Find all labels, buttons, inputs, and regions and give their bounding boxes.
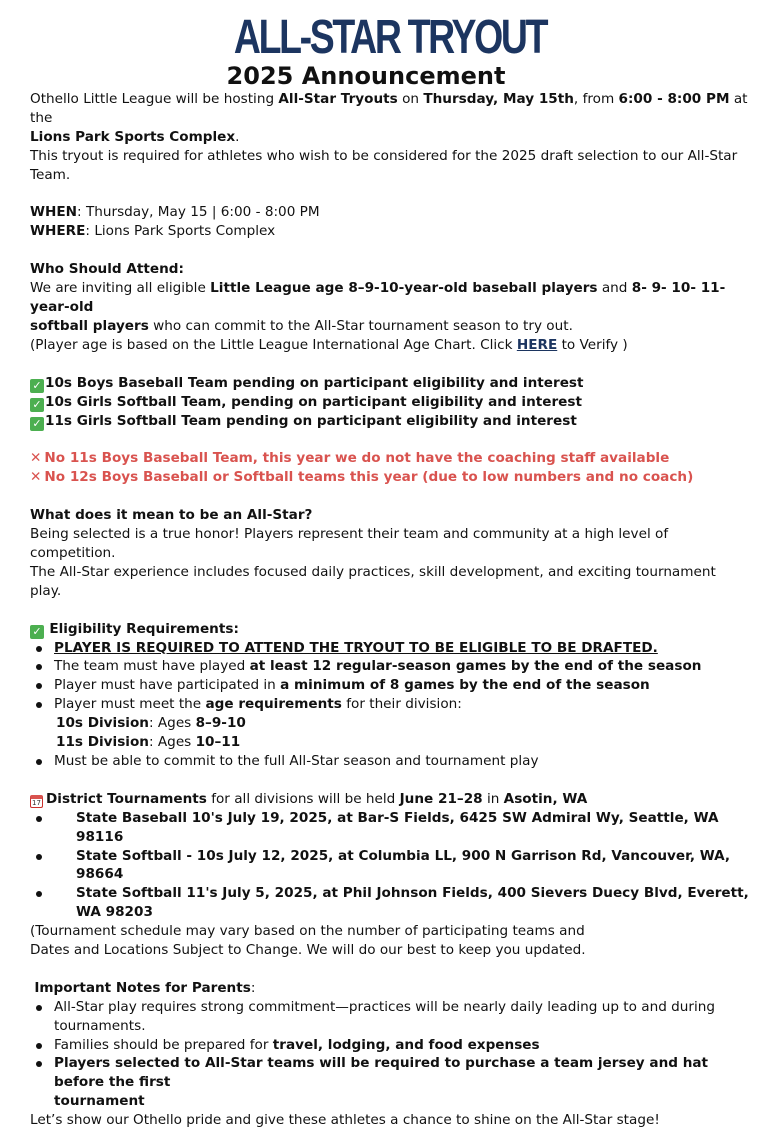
- who-line-3: (Player age is based on the Little League International Age Chart. Click HERE to Verify ): [30, 336, 628, 353]
- page-title: ALL-STAR TRYOUT: [233, 11, 547, 64]
- who-line-2: softball players who can commit to the All-Star tournament season to try out.: [30, 317, 573, 334]
- team-item: ✓ 10s Girls Softball Team, pending on participant eligibility and interest: [30, 393, 750, 412]
- allstar-line-2: The All-Star experience includes focused daily practices, skill development, and exciting tournament play.: [30, 563, 716, 599]
- notes-list: [30, 998, 750, 1111]
- page-subtitle: 2025 Announcement: [226, 62, 506, 90]
- document-body: [30, 90, 750, 1130]
- announcement-page: [30, 0, 750, 1130]
- intro-line-1: Othello Little League will be hosting All-Star Tryouts on Thursday, May 15th, from 6:00 - 8:00 PM at the: [30, 91, 748, 126]
- list-item: Must be able to commit to the full All-Star season and tournament play: [30, 752, 750, 771]
- district-line: 17 District Tournaments for all divisions will be held June 21–28 in Asotin, WA: [30, 790, 750, 809]
- list-item: State Softball 11's July 5, 2025, at Phil Johnson Fields, 400 Sievers Duecy Blvd, Everett, WA 98203: [30, 884, 750, 922]
- intro-line-3: This tryout is required for athletes who wish to be considered for the 2025 draft selection to our All-Star: [30, 147, 738, 164]
- closing-line: Let’s show our Othello pride and give these athletes a chance to shine on the All-Star stage!: [30, 1112, 660, 1129]
- where-line: WHERE: Lions Park Sports Complex: [30, 223, 276, 240]
- list-item: PLAYER IS REQUIRED TO ATTEND THE TRYOUT TO BE ELIGIBLE TO BE DRAFTED.: [30, 639, 750, 658]
- list-item: State Softball - 10s July 12, 2025, at Columbia LL, 900 N Garrison Rd, Vancouver, WA, 98664: [30, 847, 750, 885]
- eligibility-heading: ✓ Eligibility Requirements:: [30, 620, 750, 639]
- eligibility-list: [30, 639, 750, 715]
- calendar-icon: 17: [30, 795, 43, 808]
- check-mark-icon: ✓: [30, 625, 44, 639]
- intro-line-4: Team.: [30, 166, 71, 183]
- cross-mark-icon: ✕: [30, 469, 42, 486]
- schedule-note-2: Dates and Locations Subject to Change. We will do our best to keep you updated.: [30, 942, 586, 959]
- list-item: Players selected to All-Star teams will be required to purchase a team jersey and hat before the first tournament: [30, 1054, 750, 1111]
- no-team-item: ✕ No 12s Boys Baseball or Softball teams this year (due to low numbers and no coach): [30, 469, 694, 486]
- state-list: [30, 809, 750, 922]
- check-mark-icon: ✓: [30, 379, 44, 393]
- when-line: WHEN: Thursday, May 15 | 6:00 - 8:00 PM: [30, 204, 320, 221]
- list-item: All-Star play requires strong commitment—practices will be nearly daily leading up to and during tournaments.: [30, 998, 750, 1036]
- list-item: Player must meet the age requirements for their division:: [30, 695, 750, 714]
- list-item: Player must have participated in a minimum of 8 games by the end of the season: [30, 676, 750, 695]
- schedule-note-1: (Tournament schedule may vary based on the number of participating teams and: [30, 923, 585, 940]
- notes-heading: Important Notes for Parents:: [34, 979, 256, 996]
- allstar-heading: What does it mean to be an All-Star?: [30, 507, 313, 524]
- team-item: ✓ 10s Boys Baseball Team pending on participant eligibility and interest: [30, 374, 750, 393]
- list-item: The team must have played at least 12 regular-season games by the end of the season: [30, 657, 750, 676]
- who-line-1: We are inviting all eligible Little League age 8–9-10-year-old baseball players and 8- 9- 10- 11-year-old: [30, 280, 726, 315]
- check-mark-icon: ✓: [30, 398, 44, 412]
- verify-age-link[interactable]: HERE: [516, 336, 558, 353]
- division-10s: 10s Division: Ages 8–9-10: [56, 715, 246, 732]
- list-item: Families should be prepared for travel, lodging, and food expenses: [30, 1036, 750, 1055]
- allstar-line-1: Being selected is a true honor! Players represent their team and community at a high level of competition.: [30, 526, 669, 561]
- cross-mark-icon: ✕: [30, 450, 42, 467]
- who-heading: Who Should Attend:: [30, 261, 184, 278]
- division-11s: 11s Division: Ages 10–11: [56, 734, 241, 751]
- list-item: State Baseball 10's July 19, 2025, at Bar-S Fields, 6425 SW Admiral Wy, Seattle, WA 98116: [30, 809, 750, 847]
- team-item: ✓ 11s Girls Softball Team pending on participant eligibility and interest: [30, 412, 750, 431]
- intro-line-2: Lions Park Sports Complex.: [30, 128, 240, 145]
- no-team-item: ✕ No 11s Boys Baseball Team, this year we do not have the coaching staff available: [30, 450, 670, 467]
- check-mark-icon: ✓: [30, 417, 44, 431]
